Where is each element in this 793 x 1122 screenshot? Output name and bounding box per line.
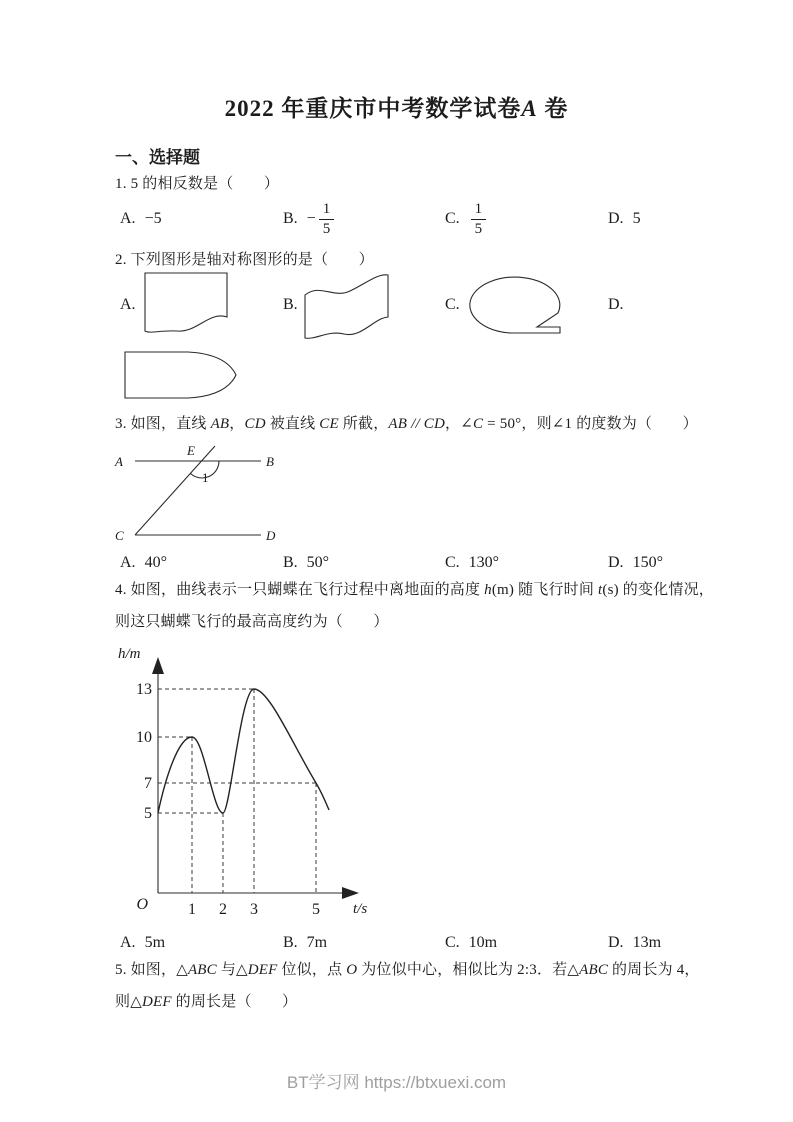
y-axis-arrow [152,657,164,674]
butterfly-height-chart [118,642,383,930]
xtick-3: 3 [250,901,258,918]
page-title: 2022 年重庆市中考数学试卷A 卷 [224,96,569,121]
ytick-5: 5 [144,805,152,822]
ytick-7: 7 [144,775,152,792]
q1-option-d: D. 5 [608,210,641,227]
label-E: E [187,443,195,458]
q4-option-d: D. 13m [608,934,662,951]
height-curve [158,689,329,813]
y-axis-label: h/m [118,646,141,662]
xtick-5: 5 [312,901,320,918]
bullet-shape [122,349,240,401]
q3-option-c: C. 130° [445,554,500,571]
q2-option-b-label: B. [283,296,298,313]
q1-option-a: A. −5 [120,210,162,227]
question-5-text-line1: 5. 如图，△ABC 与△DEF 位似，点 O 为位似中心，相似比为 2:3．若△ABC 的周长为 4， [115,962,700,978]
rect-wavy-bottom-shape [143,271,231,335]
q4-option-b: B. 7m [283,934,328,951]
ellipse-with-notch-shape [463,273,567,339]
question-4-text-line1: 4. 如图，曲线表示一只蝴蝶在飞行过程中离地面的高度 h(m) 随飞行时间 t(s) 的变化情况， [115,582,714,598]
question-2-text: 2. 下列图形是轴对称图形的是（ ） [115,252,374,268]
question-3-options [115,551,735,575]
label-C: C [115,528,124,543]
question-4-options [115,931,735,955]
q2-option-d-label: D. [608,296,624,313]
question-5-text-line2: 则△DEF 的周长是（ ） [115,994,298,1010]
wavy-flag-shape [302,272,392,340]
fraction: $\frac{1}{5}$ [319,202,335,237]
q3-option-d: D. 150° [608,554,663,571]
xtick-2: 2 [219,901,227,918]
origin-label: O [136,896,148,913]
q1-option-b: B. − $\frac{1}{5}$ [283,196,334,242]
watermark-footer: BT学习网 https://btxuexi.com [286,1073,507,1092]
question-1-text: 1. 5 的相反数是（ ） [115,176,280,192]
section-heading: 一、选择题 [115,148,200,167]
q1-option-c: C. $\frac{1}{5}$ [445,196,486,242]
label-A: A [115,454,123,469]
q4-option-a: A. 5m [120,934,166,951]
q3-option-a: A. 40° [120,554,167,571]
question-3-text: 3. 如图，直线 AB，CD 被直线 CE 所截，AB // CD，∠C = 50°，则∠1 的度数为（ ） [115,416,698,432]
label-D: D [266,528,276,543]
label-angle-1: 1 [202,470,209,485]
q2-option-a-label: A. [120,296,136,313]
label-B: B [266,454,274,469]
xtick-1: 1 [188,901,196,918]
fraction: $\frac{1}{5}$ [471,202,487,237]
ytick-10: 10 [136,729,152,746]
transversal-CE [135,446,215,535]
q3-parallel-lines-diagram [113,443,293,548]
ytick-13: 13 [136,681,152,698]
q4-option-c: C. 10m [445,934,498,951]
q3-option-b: B. 50° [283,554,330,571]
question-1-options [115,196,735,242]
x-axis-label: t/s [353,901,368,917]
question-4-text-line2: 则这只蝴蝶飞行的最高高度约为（ ） [115,614,389,630]
q2-option-c-label: C. [445,296,460,313]
x-axis-arrow [342,887,359,899]
